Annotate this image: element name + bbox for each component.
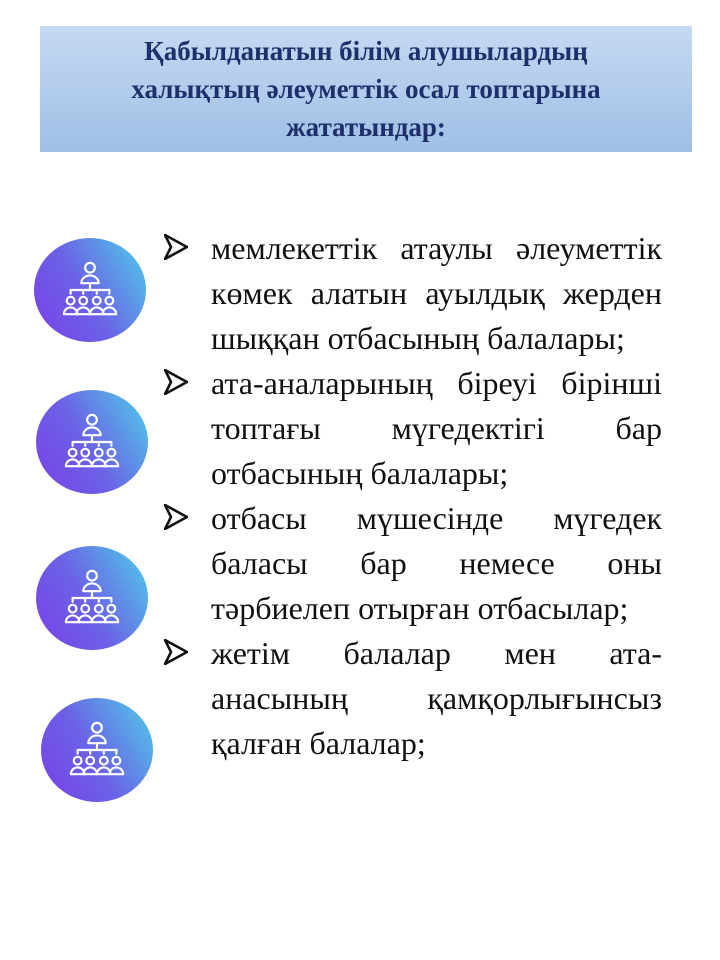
icon-circle-2 [36,390,148,494]
list-item-text: отбасы мүшесінде мүгедек баласы бар немесе оны тәрбиелеп отырған отбасылар; [211,500,662,626]
list-item [160,496,662,631]
hierarchy-people-icon [66,719,128,781]
arrow-bullet-icon [164,504,188,530]
hierarchy-people-icon [61,411,123,473]
hierarchy-people-icon [61,567,123,629]
hierarchy-people-icon [59,259,121,321]
arrow-bullet-icon [164,234,188,260]
list-item-text: жетім балалар мен ата-анасының қамқорлығынсыз қалған балалар; [211,635,662,761]
list-item [160,361,662,496]
icon-circle-3 [36,546,148,650]
list-item-text: мемлекеттік атаулы әлеуметтік көмек алатын ауылдық жерден шыққан отбасының балалары; [211,230,662,356]
arrow-bullet-icon [164,369,188,395]
page-title: Қабылданатын білім алушылардың халықтың әлеуметтік осал топтарына жататындар: [131,36,601,142]
list-item [160,226,662,361]
icon-circle-4 [41,698,153,802]
criteria-list [160,226,662,766]
list-item [160,631,662,766]
list-item-text: ата-аналарының біреуі бірінші топтағы мүгедектігі бар отбасының балалары; [211,365,662,491]
header-banner [40,26,692,152]
icon-circle-1 [34,238,146,342]
arrow-bullet-icon [164,639,188,665]
